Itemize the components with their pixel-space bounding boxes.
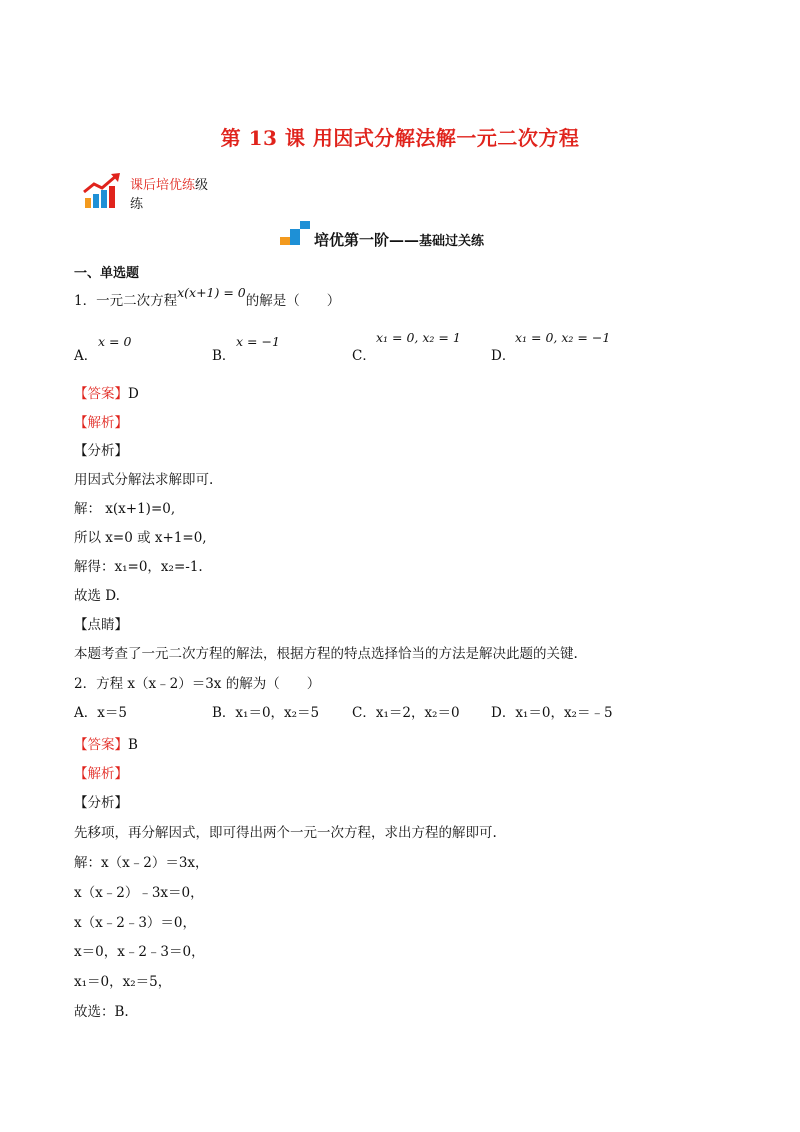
q1-solution-3: 解得：x₁=0，x₂=-1. (74, 559, 203, 575)
q2-step-3: x（x﹣2﹣3）＝0， (74, 915, 196, 931)
q1-stem-suffix: 的解是（ ） (245, 293, 341, 309)
q1-solution-1: 解： x(x+1)=0, (74, 501, 176, 517)
q1-dianjing: 本题考查了一元二次方程的解法，根据方程的特点选择恰当的方法是解决此题的关键. (74, 646, 578, 662)
q2-option-d: D．x₁＝0，x₂＝﹣5 (491, 705, 613, 721)
lesson-title: 第 13 课 用因式分解法解一元二次方程 (220, 126, 580, 150)
q1-option-c-math: x₁ = 0, x₂ = 1 (376, 330, 461, 345)
q1-equation: x(x+1) = 0 (177, 285, 246, 300)
q1-dianjing-label: 【点睛】 (74, 617, 128, 633)
q2-step-1: 解：x（x﹣2）＝3x， (74, 855, 209, 871)
stairs-icon (280, 221, 312, 249)
q2-step-4: x＝0，x﹣2﹣3＝0， (74, 944, 205, 960)
q1-answer-label: 【答案】 (74, 386, 128, 402)
q1-option-d-math: x₁ = 0, x₂ = −1 (515, 330, 611, 345)
q2-answer-label: 【答案】 (74, 737, 128, 753)
q2-step-2: x（x﹣2）﹣3x＝0， (74, 885, 204, 901)
badge-black-text: 级 (195, 178, 209, 193)
q1-answer-value: D (128, 386, 139, 402)
q2-option-a: A．x＝5 (74, 705, 127, 721)
part-heading: 一、单选题 (74, 266, 140, 281)
q1-stem (74, 285, 341, 309)
chart-growth-icon (82, 172, 126, 212)
q1-analysis-label: 【解析】 (74, 415, 128, 431)
q1-fenxi: 用因式分解法求解即可. (74, 472, 214, 488)
q1-fenxi-label: 【分析】 (74, 443, 128, 459)
q2-stem: 2．方程 x（x﹣2）＝3x 的解为（ ） (74, 676, 321, 692)
q1-option-b-math: x = −1 (236, 334, 280, 349)
q1-option-a-letter: A． (74, 348, 98, 364)
q2-step-6: 故选：B. (74, 1004, 129, 1020)
q2-analysis-label: 【解析】 (74, 766, 128, 782)
q2-option-c: C．x₁＝2，x₂＝0 (352, 705, 460, 721)
q2-answer-value: B (128, 737, 138, 753)
q2-fenxi-label: 【分析】 (74, 795, 128, 811)
homework-badge (82, 172, 232, 214)
badge-red-text: 课后培优练 (130, 178, 196, 193)
q1-stem-prefix: 1．一元二次方程 (74, 293, 178, 309)
q1-solution-4: 故选 D. (74, 588, 120, 604)
q1-answer (74, 382, 139, 402)
q2-step-5: x₁＝0，x₂＝5， (74, 974, 172, 990)
section-main: 培优第一阶 (314, 231, 390, 249)
section-sub: 基础过关练 (419, 234, 485, 249)
q1-solution-2: 所以 x=0 或 x+1=0, (74, 530, 207, 546)
section-heading (280, 221, 580, 253)
q1-option-b-letter: B． (212, 348, 236, 364)
q1-option-c-letter: C． (352, 348, 376, 364)
q2-option-b: B．x₁＝0，x₂＝5 (212, 705, 320, 721)
badge-line2: 练 (130, 197, 144, 212)
q1-option-a-math: x = 0 (98, 334, 132, 349)
section-dash: —— (389, 231, 420, 249)
q1-option-d-letter: D． (491, 348, 516, 364)
q2-answer (74, 733, 138, 753)
q2-fenxi: 先移项，再分解因式，即可得出两个一元一次方程，求出方程的解即可. (74, 825, 497, 841)
